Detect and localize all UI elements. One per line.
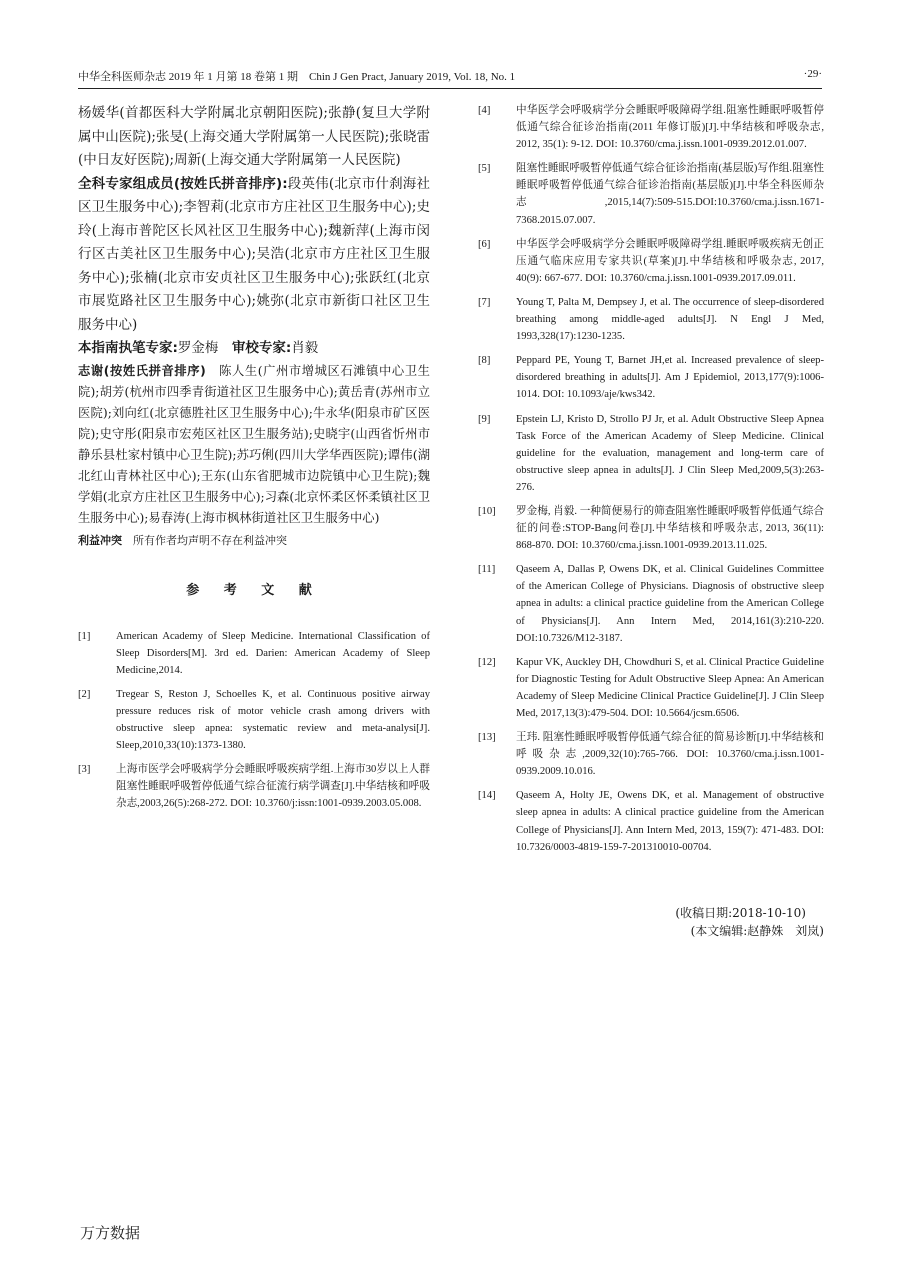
reference-number: [7] [478, 296, 491, 308]
reference-text: 阻塞性睡眠呼吸暂停低通气综合征诊治指南(基层版)写作组.阻塞性睡眠呼吸暂停低通气综合征诊治指南(基层版)[J].中华全科医师杂志,2015,14(7):509-515.DOI:10.3760/cma.j.issn.1671-7368.2015.07.007. [516, 163, 824, 226]
reference-text: 中华医学会呼吸病学分会睡眠呼吸障碍学组.睡眠呼吸疾病无创正压通气临床应用专家共识(草案)[J].中华结核和呼吸杂志, 2017, 40(9): 667-677. DOI: 10.3760/cma.j.issn.1001-0939.2017.09.011. [516, 238, 824, 284]
reference-number: [6] [478, 238, 491, 250]
article-dates [478, 904, 824, 940]
reference-text: Tregear S, Reston J, Schoelles K, et al. Continuous positive airway pressure reduces risk of motor vehicle crash among drivers with obstructive sleep apnea: systematic review and meta-analysi[J]. Sleep,2010,33(10):1373-1380. [116, 688, 430, 752]
reviewer-name: 肖毅 [291, 340, 319, 356]
reference-item [78, 761, 430, 812]
running-header [78, 66, 822, 89]
reference-item [478, 352, 824, 403]
wanfang-watermark: 万方数据 [80, 1224, 141, 1242]
references-list-left [78, 628, 430, 813]
reference-item [478, 160, 824, 228]
acknowledgement-list: 陈人生(广州市增城区石滩镇中心卫生院);胡芳(杭州市四季青街道社区卫生服务中心);黄岳青(苏州市立医院);刘向红(北京德胜社区卫生服务中心);牛永华(阳泉市矿区医院);史守彤(阳泉市宏苑区社区卫生服务站);史晓宇(山西省忻州市静乐县杜家村镇中心卫生院);苏巧俐(四川大学华西医院);谭伟(湖北红山青林社区中心);王东(山东省肥城市边院镇中心卫生院);魏学娟(北京方庄社区卫生服务中心);习森(北京怀柔区怀柔镇社区卫生服务中心);易春涛(上海市枫林街道社区卫生服务中心) [78, 363, 430, 525]
reference-text: 中华医学会呼吸病学分会睡眠呼吸障碍学组.阻塞性睡眠呼吸暂停低通气综合征诊治指南(2011 年修订版)[J].中华结核和呼吸杂志, 2012, 35(1): 9-12. DOI: 10.3760/cma.j.issn.1001-0939.2012.01.007. [516, 105, 824, 151]
reference-number: [10] [478, 505, 496, 517]
reference-item [478, 411, 824, 496]
coi-statement: 所有作者均声明不存在利益冲突 [133, 533, 287, 547]
reference-item [478, 654, 824, 722]
reference-number: [12] [478, 656, 496, 668]
reference-text: Young T, Palta M, Dempsey J, et al. The occurrence of sleep-disordered breathing among middle-aged adults[J]. N Engl J Med, 1993,328(17):1230-1235. [516, 296, 824, 343]
expert-members-continued: 杨媛华(首都医科大学附属北京朝阳医院);张静(复旦大学附属中山医院);张旻(上海交通大学附属第一人民医院);张晓雷(中日友好医院);周新(上海交通大学附属第一人民医院) [78, 105, 430, 168]
reference-item [478, 236, 824, 287]
reference-item [478, 503, 824, 554]
reference-text: American Academy of Sleep Medicine. International Classification of Sleep Disorders[M]. 3rd ed. Darien: American Academy of Sleep Medicine,2014. [116, 630, 430, 676]
acknowledgement-paragraph [78, 361, 430, 529]
reference-item [478, 787, 824, 855]
journal-citation: 中华全科医师杂志 2019 年 1 月第 18 卷第 1 期 Chin J Gen Pract, January 2019, Vol. 18, No. 1 [78, 71, 516, 83]
reference-text: 上海市医学会呼吸病学分会睡眠呼吸疾病学组.上海市30岁以上人群阻塞性睡眠呼吸暂停低通气综合征流行病学调查[J].中华结核和呼吸杂志,2003,26(5):268-272. DOI: 10.3760/j:issn:1001-0939.2003.05.008. [116, 764, 430, 810]
writer-reviewer-line [78, 337, 430, 361]
writer-name: 罗金梅 [177, 340, 219, 356]
reference-text: Qaseem A, Holty JE, Owens DK, et al. Management of obstructive sleep apnea in adults: A clinical practice guideline from the American College of Physicians[J]. Ann Intern Med, 2013, 159(7): 471-483. DOI: 10.7326/0003-4819-159-7-201310010-00704. [516, 790, 824, 853]
writer-label: 本指南执笔专家: [78, 340, 178, 356]
reference-item [478, 102, 824, 153]
reference-text: Kapur VK, Auckley DH, Chowdhuri S, et al. Clinical Practice Guideline for Diagnostic Testing for Adult Obstructive Sleep Apnea: An American Academy of Sleep Medicine Clinical Practice Guideline[J]. J Clin Sleep Med, 2017,13(3):479-504. DOI: 10.5664/jcsm.6506. [516, 656, 824, 719]
reference-item [478, 729, 824, 780]
reference-number: [2] [78, 688, 91, 700]
reference-number: [13] [478, 732, 496, 744]
reference-text: 王玮. 阻塞性睡眠呼吸暂停低通气综合征的简易诊断[J].中华结核和呼吸杂志,2009,32(10):765-766. DOI: 10.3760/cma.j.issn.1001-0939.2009.10.016. [516, 732, 824, 778]
reference-number: [1] [78, 630, 91, 642]
reference-item [478, 294, 824, 345]
reviewer-label: 审校专家: [231, 340, 292, 356]
gp-experts-paragraph [78, 173, 430, 338]
reference-number: [5] [478, 163, 491, 175]
conflict-of-interest [78, 531, 430, 551]
reference-text: Peppard PE, Young T, Barnet JH,et al. Increased prevalence of sleep-disordered breathing in adults[J]. Am J Epidemiol, 2013,177(9):1006-1014. DOI: 10.1093/aje/kws342. [516, 355, 824, 401]
reference-number: [14] [478, 790, 496, 802]
reference-number: [3] [78, 764, 91, 776]
references-title: 参 考 文 献 [186, 582, 322, 598]
reference-item [478, 561, 824, 646]
received-date: (收稿日期:2018-10-10) [675, 906, 806, 920]
page-number: ·29· [803, 68, 822, 80]
reference-number: [4] [478, 105, 491, 116]
acknowledgement-label: 志谢(按姓氏拼音排序) [78, 363, 206, 378]
left-column [78, 102, 430, 819]
reference-item [78, 628, 430, 679]
reference-number: [11] [478, 564, 496, 576]
editors-line: (本文编辑:赵静姝 刘岚) [690, 924, 824, 938]
reference-text: Qaseem A, Dallas P, Owens DK, et al. Clinical Guidelines Committee of the American College of Physicians. Diagnosis of obstructive sleep apnea in adults: a clinical practice guideline from the American College of Physicians[J]. Ann Intern Med, 2014,161(3):210-220. DOI:10.7326/M12-3187. [516, 564, 824, 644]
right-column [478, 102, 824, 863]
reference-text: Epstein LJ, Kristo D, Strollo PJ Jr, et al. Adult Obstructive Sleep Apnea Task Force of the American Academy of Sleep Medicine. Clinical guideline for the evaluation, management and long-term care of obstructive sleep apnea in adults[J]. J Clin Sleep Med,2009,5(3):263-276. [516, 413, 824, 493]
reference-number: [8] [478, 355, 491, 367]
gp-experts-list: 段英伟(北京市什刹海社区卫生服务中心);李智莉(北京市方庄社区卫生服务中心);史玲(上海市普陀区长风社区卫生服务中心);魏新萍(上海市闵行区古美社区卫生服务中心);吴浩(北京市方庄社区卫生服务中心);张楠(北京市安贞社区卫生服务中心);张跃红(北京市展览路社区卫生服务中心);姚弥(北京市新街口社区卫生服务中心) [78, 175, 430, 333]
coi-label: 利益冲突 [78, 533, 122, 547]
reference-text: 罗金梅, 肖毅. 一种简便易行的筛查阻塞性睡眠呼吸暂停低通气综合征的问卷:STOP-Bang问卷[J].中华结核和呼吸杂志, 2013, 36(11): 868-870. DOI: 10.3760/cma.j.issn.1001-0939.2013.11.025. [516, 505, 824, 552]
gp-experts-label: 全科专家组成员(按姓氏拼音排序): [78, 175, 288, 192]
references-list-right [478, 102, 824, 856]
reference-item [78, 686, 430, 754]
reference-number: [9] [478, 413, 491, 425]
